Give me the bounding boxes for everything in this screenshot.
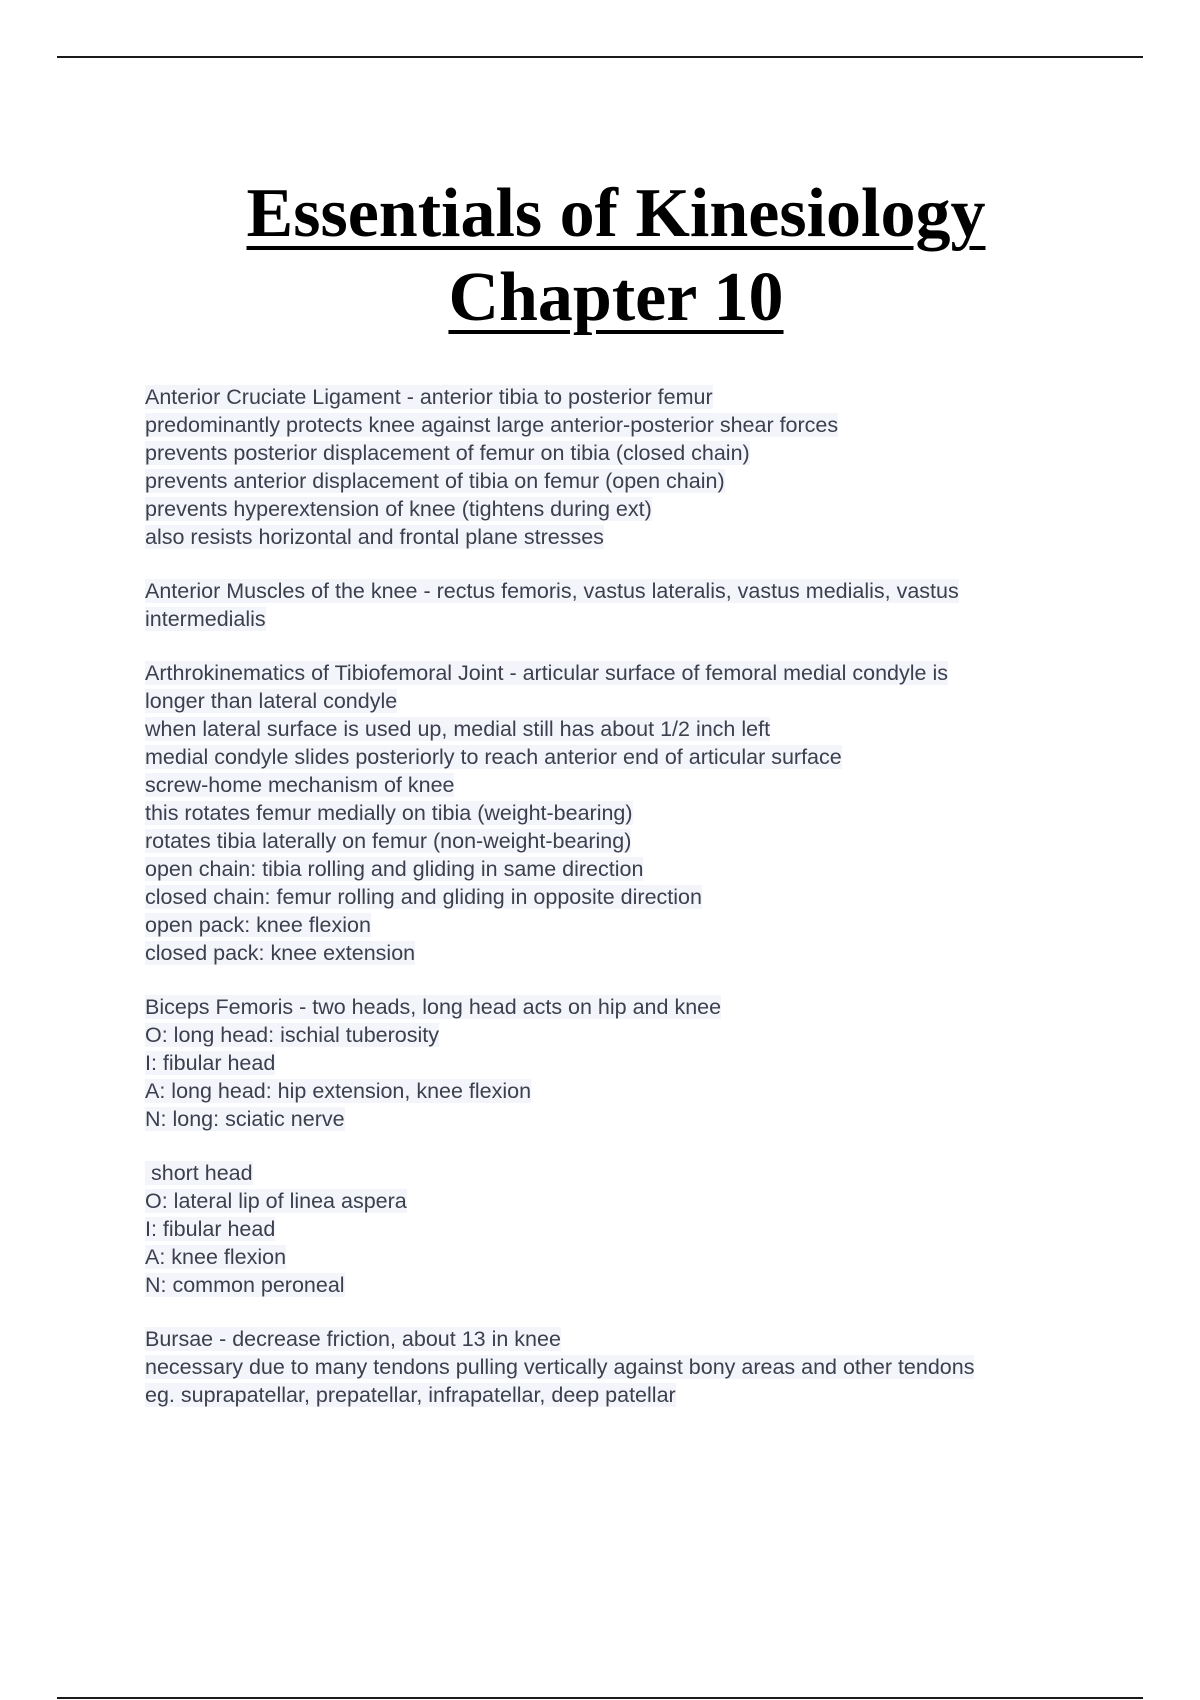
text-line: Anterior Cruciate Ligament - anterior tibia to posterior femur [145, 385, 713, 409]
text-line: prevents posterior displacement of femur on tibia (closed chain) [145, 441, 750, 465]
title-line-2: Chapter 10 [448, 259, 784, 336]
text-line: intermedialis [145, 607, 266, 631]
text-line: screw-home mechanism of knee [145, 773, 455, 797]
text-line: I: fibular head [145, 1051, 276, 1075]
text-line: open chain: tibia rolling and gliding in same direction [145, 857, 644, 881]
text-line: this rotates femur medially on tibia (weight-bearing) [145, 801, 633, 825]
text-line: longer than lateral condyle [145, 689, 398, 713]
entry-bursae [145, 1325, 1155, 1409]
text-line: necessary due to many tendons pulling vertically against bony areas and other tendons [145, 1355, 975, 1379]
text-line: closed pack: knee extension [145, 941, 416, 965]
entry-acl [145, 383, 1155, 551]
entry-anterior-muscles [145, 577, 1155, 633]
text-line: medial condyle slides posteriorly to reach anterior end of articular surface [145, 745, 842, 769]
text-line: Arthrokinematics of Tibiofemoral Joint - articular surface of femoral medial condyle is [145, 661, 948, 685]
title-line-1: Essentials of Kinesiology [246, 175, 986, 252]
text-line: short head [145, 1161, 253, 1185]
text-line: N: common peroneal [145, 1273, 345, 1297]
text-line: also resists horizontal and frontal plane stresses [145, 525, 604, 549]
entry-arthrokinematics [145, 659, 1155, 967]
text-line: closed chain: femur rolling and gliding in opposite direction [145, 885, 702, 909]
text-line: prevents hyperextension of knee (tightens during ext) [145, 497, 652, 521]
text-line: N: long: sciatic nerve [145, 1107, 345, 1131]
text-line: A: knee flexion [145, 1245, 287, 1269]
text-line: open pack: knee flexion [145, 913, 371, 937]
text-line: O: long head: ischial tuberosity [145, 1023, 439, 1047]
text-line: when lateral surface is used up, medial still has about 1/2 inch left [145, 717, 771, 741]
text-line: rotates tibia laterally on femur (non-weight-bearing) [145, 829, 632, 853]
text-line: Biceps Femoris - two heads, long head acts on hip and knee [145, 995, 722, 1019]
text-line: A: long head: hip extension, knee flexion [145, 1079, 532, 1103]
text-line: Bursae - decrease friction, about 13 in knee [145, 1327, 561, 1351]
text-line: prevents anterior displacement of tibia on femur (open chain) [145, 469, 725, 493]
document-title [0, 172, 1200, 340]
text-line: O: lateral lip of linea aspera [145, 1189, 407, 1213]
entry-biceps-femoris-short [145, 1159, 1155, 1299]
text-line: Anterior Muscles of the knee - rectus femoris, vastus lateralis, vastus medialis, vastus [145, 579, 959, 603]
text-line: eg. suprapatellar, prepatellar, infrapatellar, deep patellar [145, 1383, 676, 1407]
notes-content [145, 383, 1155, 1435]
top-rule [57, 56, 1143, 58]
entry-biceps-femoris-long [145, 993, 1155, 1133]
bottom-rule [57, 1697, 1143, 1699]
text-line: predominantly protects knee against large anterior-posterior shear forces [145, 413, 839, 437]
text-line: I: fibular head [145, 1217, 276, 1241]
